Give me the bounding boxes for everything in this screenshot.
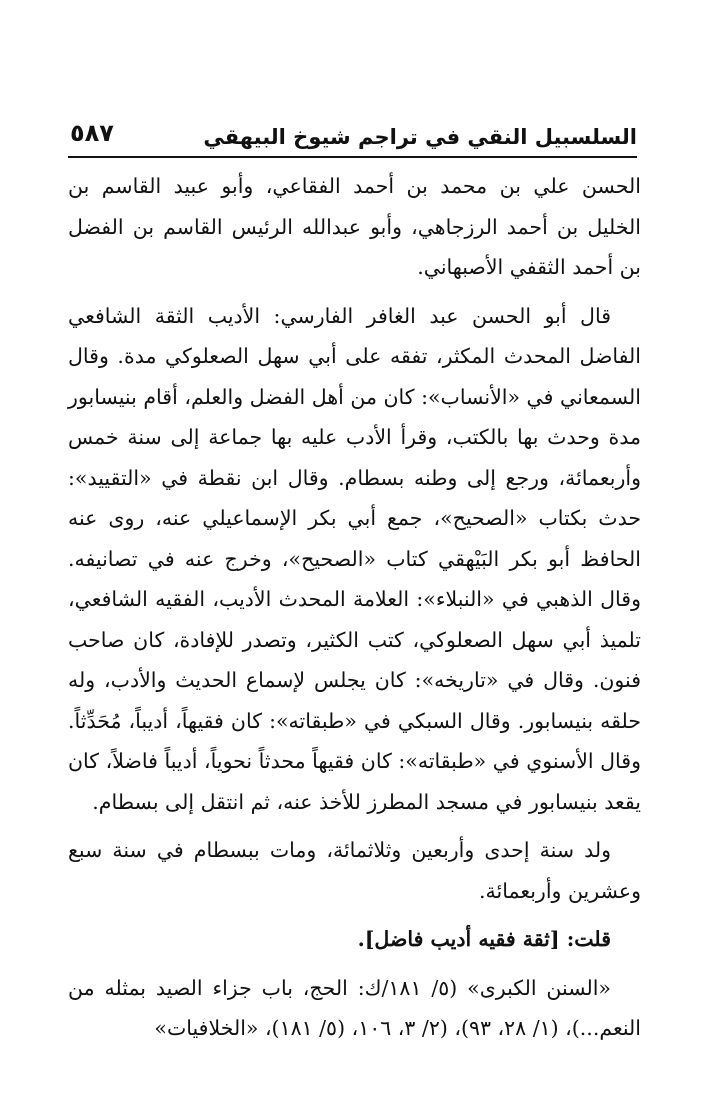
- running-header: [68, 112, 637, 158]
- header-divider: [68, 156, 637, 158]
- page-body: [68, 166, 641, 1049]
- paragraph-continuation: الحسن علي بن محمد بن أحمد الفقاعي، وأبو عبيد القاسم بن الخليل بن أحمد الرزجاهي، وأبو عبدالله الرئيس القاسم بن الفضل بن أحمد الثقفي الأصبهاني.: [68, 174, 641, 279]
- paragraph-biography: قال أبو الحسن عبد الغافر الفارسي: الأديب الثقة الشافعي الفاضل المحدث المكثر، تفقه على أبي سهل الصعلوكي مدة. وقال السمعاني في «الأنساب»: كان من أهل الفضل والعلم، أقام بنيسابور مدة وحدث بها بالكتب، وقرأ الأدب عليه بها جماعة إلى سنة خمس وأربعمائة، ورجع إلى وطنه بسطام. وقال ابن نقطة في «التقييد»: حدث بكتاب «الصحيح»، جمع أبي بكر الإسماعيلي عنه، روى عنه الحافظ أبو بكر البَيْهقي كتاب «الصحيح»، وخرج عنه في تصانيفه. وقال الذهبي في «النبلاء»: العلامة المحدث الأديب، الفقيه الشافعي، تلميذ أبي سهل الصعلوكي، كتب الكثير، وتصدر للإفادة، كان صاحب فنون. وقال في «تاريخه»: كان يجلس لإسماع الحديث والأدب، وله حلقه بنيسابور. وقال السبكي في «طبقاته»: كان فقيهاً، أديباً، مُحَدِّثاً. وقال الأسنوي في «طبقاته»: كان فقيهاً محدثاً نحوياً، أديباً فاضلاً، كان يقعد بنيسابور في مسجد المطرز للأخذ عنه، ثم انتقل إلى بسطام.: [68, 303, 641, 814]
- author-verdict: قلت: [ثقة فقيه أديب فاضل].: [357, 927, 611, 951]
- paragraph-birth-death: ولد سنة إحدى وأربعين وثلاثمائة، ومات ببسطام في سنة سبع وعشرين وأربعمائة.: [68, 838, 641, 903]
- page-number: ٥٨٧: [70, 119, 114, 147]
- book-title: السلسبيل النقي في تراجم شيوخ البيهقي: [203, 125, 637, 149]
- paragraph-references: «السنن الكبرى» (٥/ ١٨١/ك: الحج، باب جزاء الصيد بمثله من النعم...)، (١/ ٢٨، ٩٣)، (٢/ ٣، ١٠٦، (٥/ ١٨١)، «الخلافيات»: [68, 975, 641, 1040]
